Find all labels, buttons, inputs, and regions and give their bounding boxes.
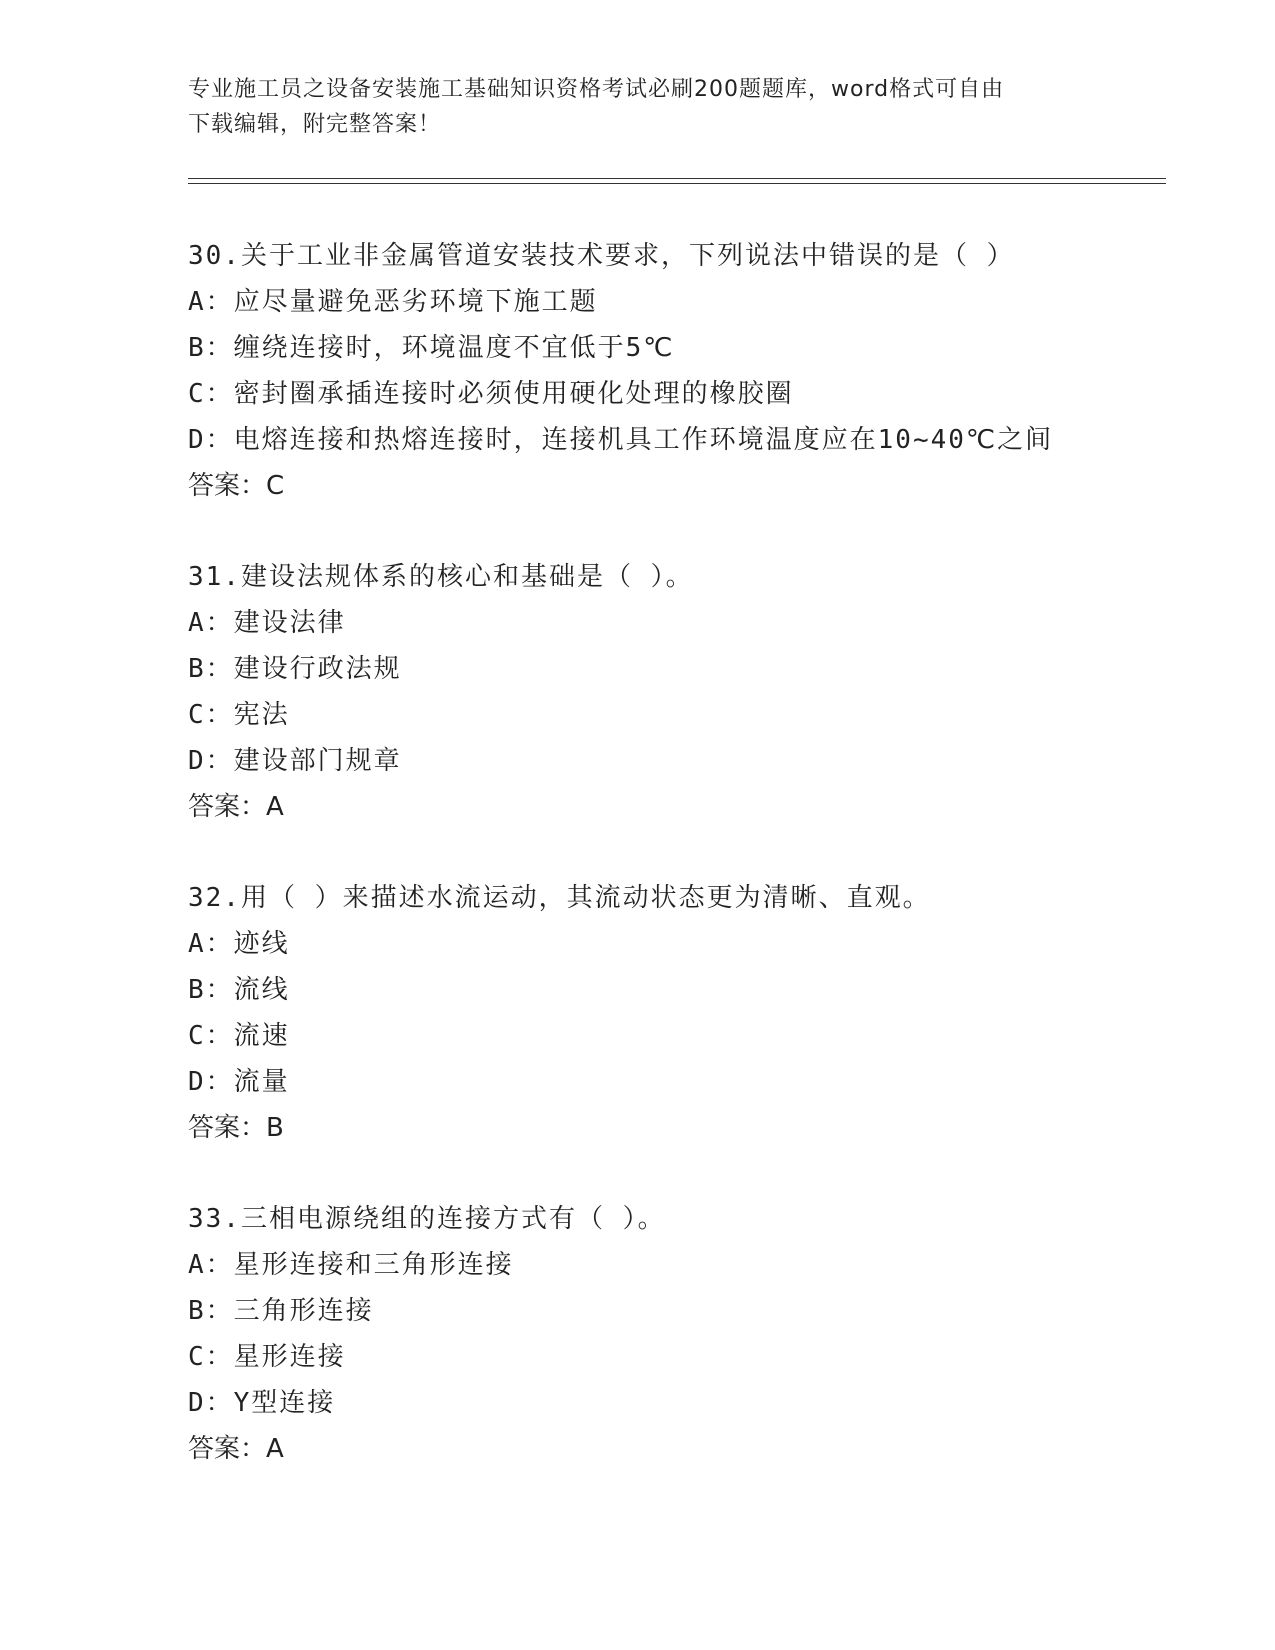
header-divider-bottom: [188, 183, 1166, 184]
answer-label: 答案：C: [188, 471, 285, 501]
question-30: [188, 233, 1168, 554]
option-c: C：星形连接: [188, 1342, 346, 1372]
option-b: B：建设行政法规: [188, 654, 402, 684]
answer-label: 答案：A: [188, 792, 284, 822]
header-divider-top: [188, 178, 1166, 179]
option-d: D：Y型连接: [188, 1388, 336, 1418]
question-stem: 32.用（ ）来描述水流运动，其流动状态更为清晰、直观。: [188, 883, 931, 913]
option-b: B：缠绕连接时，环境温度不宜低于5℃: [188, 333, 675, 363]
answer-label: 答案：A: [188, 1434, 284, 1464]
question-stem: 31.建设法规体系的核心和基础是（ ）。: [188, 562, 694, 592]
option-c: C：宪法: [188, 700, 290, 730]
question-list: [188, 233, 1168, 1517]
option-a: A：建设法律: [188, 608, 346, 638]
option-d: D：电熔连接和热熔连接时，连接机具工作环境温度应在10~40℃之间: [188, 425, 1054, 455]
answer-label: 答案：B: [188, 1113, 284, 1143]
question-stem: 30.关于工业非金属管道安装技术要求，下列说法中错误的是（ ）: [188, 241, 1015, 271]
option-c: C：流速: [188, 1021, 290, 1051]
option-d: D：建设部门规章: [188, 746, 402, 776]
option-b: B：三角形连接: [188, 1296, 374, 1326]
option-c: C：密封圈承插连接时必须使用硬化处理的橡胶圈: [188, 379, 794, 409]
header-title-line-2: 下载编辑，附完整答案！: [188, 112, 442, 137]
option-a: A：星形连接和三角形连接: [188, 1250, 514, 1280]
question-32: [188, 875, 1168, 1196]
option-d: D：流量: [188, 1067, 290, 1097]
question-33: [188, 1196, 1168, 1517]
question-stem: 33.三相电源绕组的连接方式有（ ）。: [188, 1204, 666, 1234]
option-b: B：流线: [188, 975, 290, 1005]
header-title-line-1: 专业施工员之设备安装施工基础知识资格考试必刷200题题库，word格式可自由: [188, 77, 1005, 102]
question-31: [188, 554, 1168, 875]
option-a: A：应尽量避免恶劣环境下施工题: [188, 287, 598, 317]
option-a: A：迹线: [188, 929, 290, 959]
document-header: [188, 72, 1088, 142]
